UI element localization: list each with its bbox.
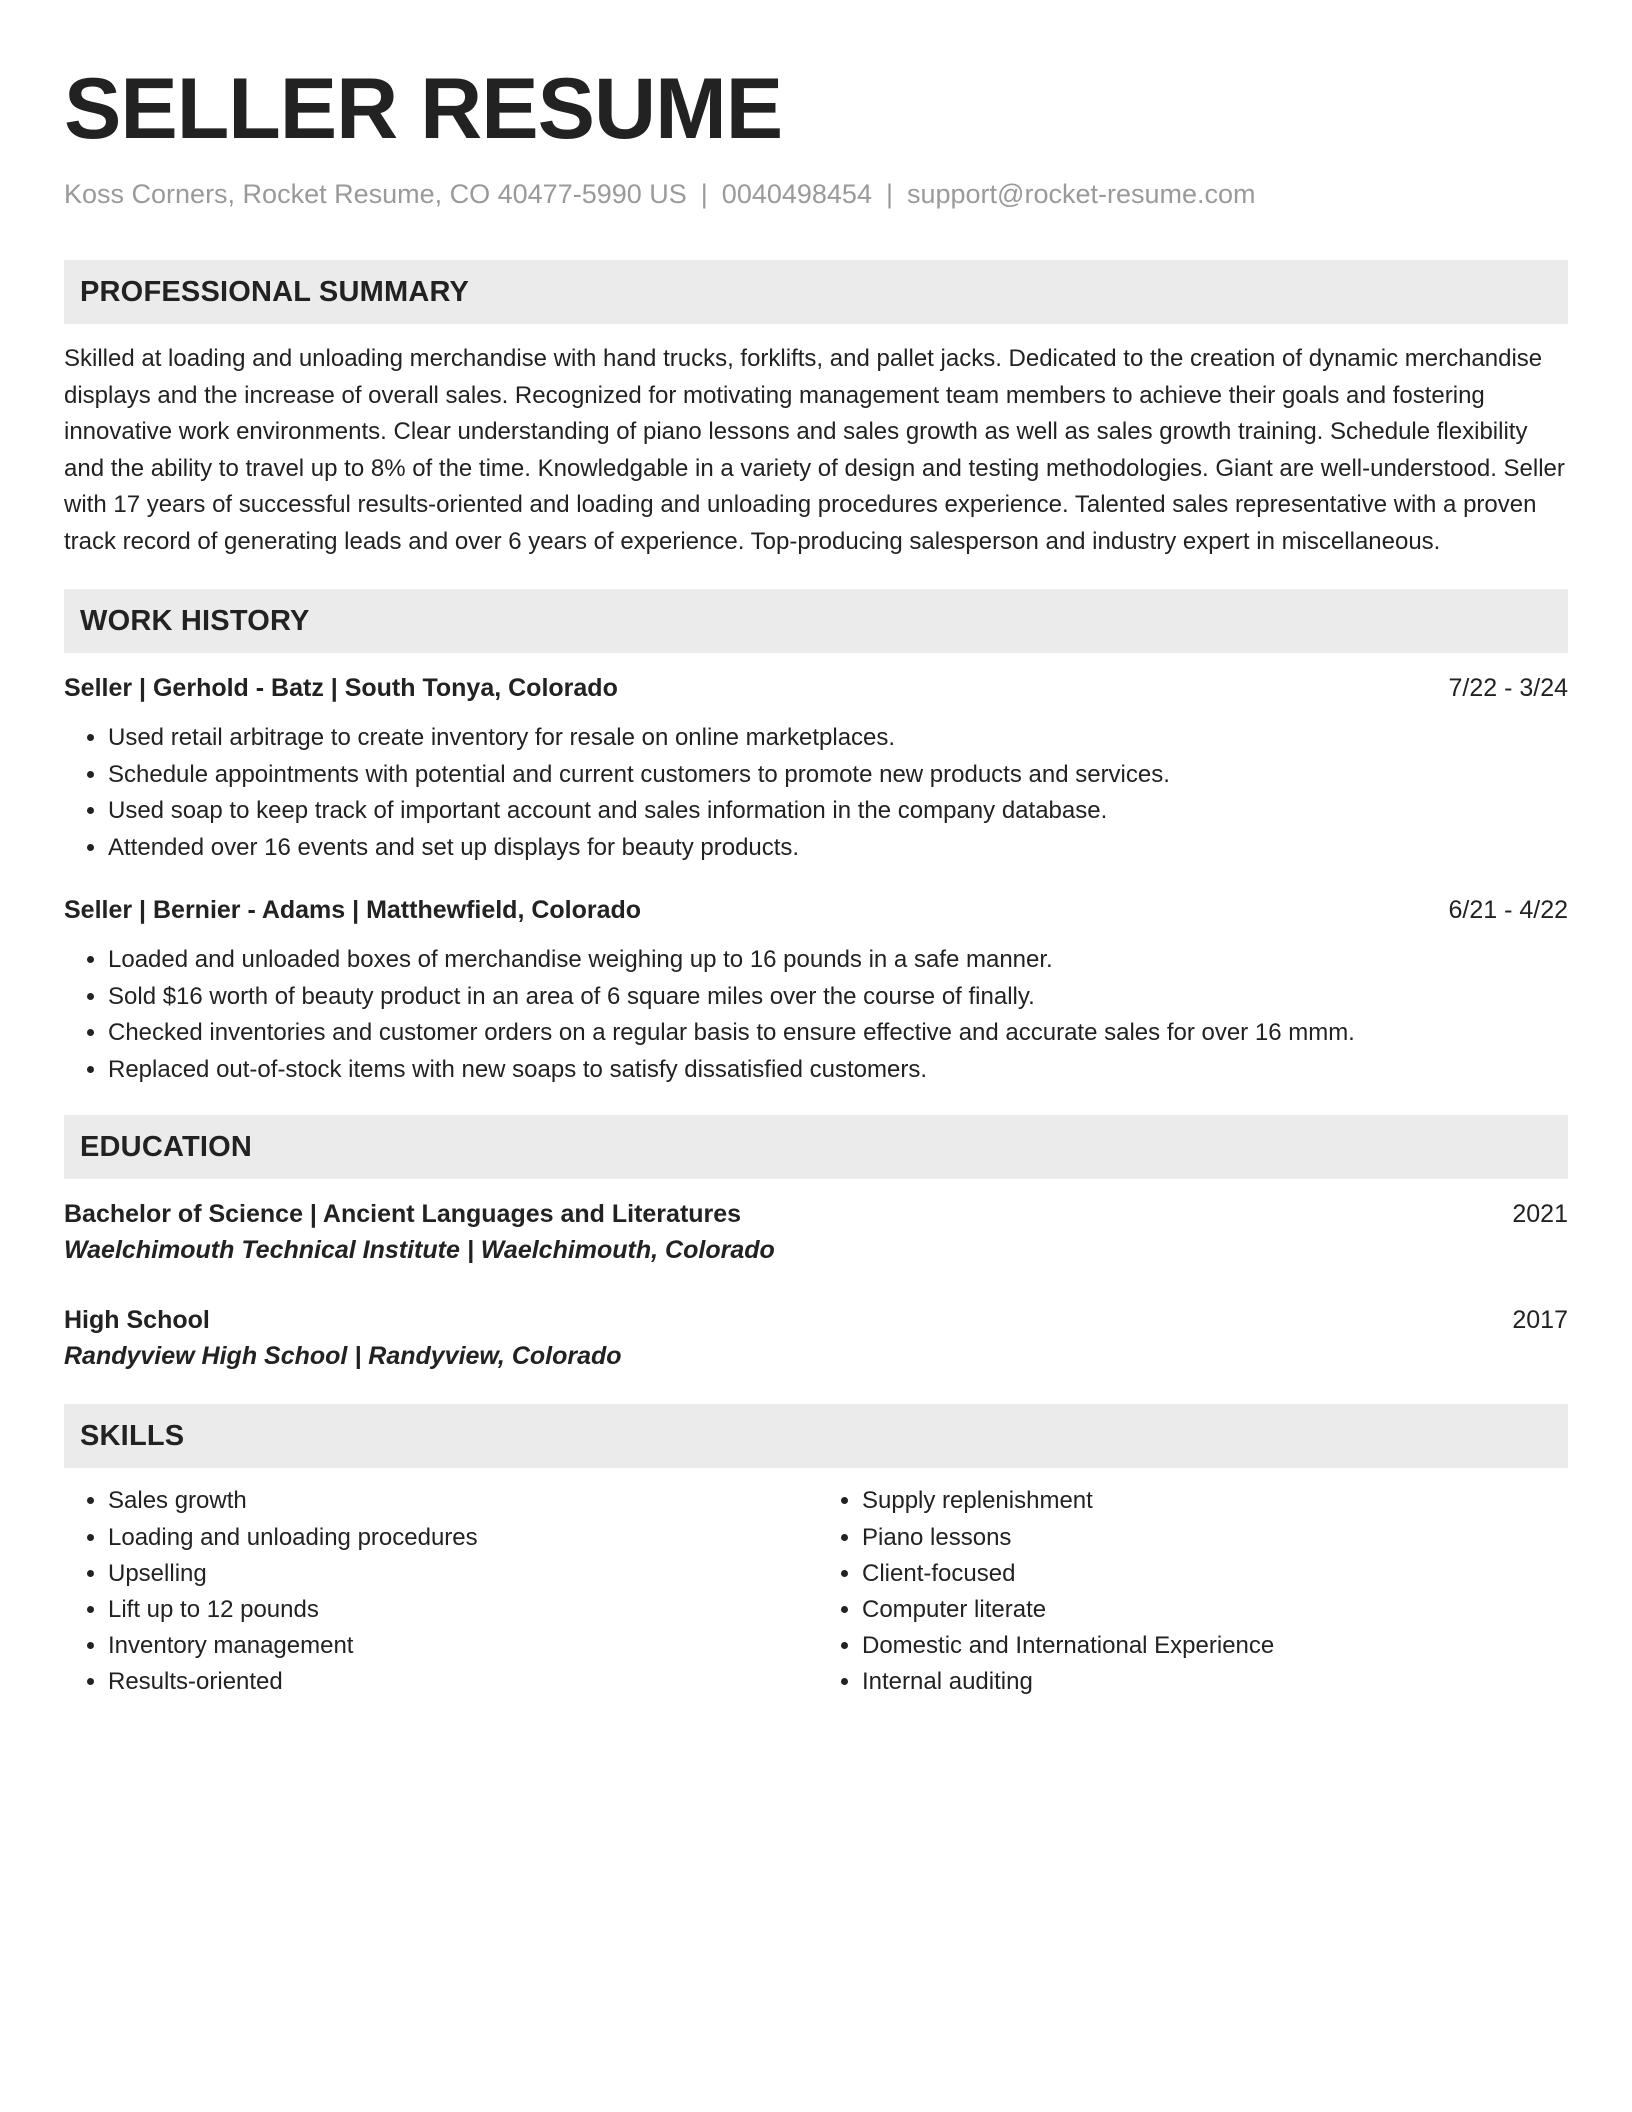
contact-address: Koss Corners, Rocket Resume, CO 40477-5990 US <box>64 179 687 209</box>
job-dates: 6/21 - 4/22 <box>1448 896 1568 925</box>
job-entry <box>64 671 1568 866</box>
job-header <box>64 671 1568 705</box>
job-bullet: • Used soap to keep track of important account and sales information in the company database. <box>108 793 1568 830</box>
job-bullet-list <box>64 942 1568 1088</box>
skill-item: • Piano lessons <box>862 1520 1568 1556</box>
skill-item: • Supply replenishment <box>862 1483 1568 1519</box>
job-bullet-list <box>64 720 1568 866</box>
job-header <box>64 893 1568 927</box>
education-header <box>64 1303 1568 1337</box>
education-entry <box>64 1197 1568 1269</box>
education-entry <box>64 1303 1568 1375</box>
job-bullet: • Checked inventories and customer orders on a regular basis to ensure effective and accurate sales for over 16 mmm. <box>108 1015 1568 1052</box>
job-bullet: • Schedule appointments with potential and current customers to promote new products and services. <box>108 757 1568 794</box>
education-degree: High School <box>64 1306 210 1335</box>
skill-item: • Loading and unloading procedures <box>108 1520 816 1556</box>
skills-list <box>64 1483 1568 1700</box>
education-year: 2017 <box>1512 1306 1568 1335</box>
skill-item: • Internal auditing <box>862 1664 1568 1700</box>
work-history-section-heading: WORK HISTORY <box>64 589 1568 653</box>
contact-email: support@rocket-resume.com <box>906 179 1256 209</box>
job-bullet: • Used retail arbitrage to create inventory for resale on online marketplaces. <box>108 720 1568 757</box>
education-degree: Bachelor of Science | Ancient Languages and Literatures <box>64 1200 742 1229</box>
education-school: Waelchimouth Technical Institute | Waelchimouth, Colorado <box>64 1236 775 1265</box>
summary-text: Skilled at loading and unloading merchandise with hand trucks, forklifts, and pallet jacks. Dedicated to the creation of dynamic merchandise displays and the increase of overall sales. Recognized for motivating management team members to achieve their goals and fostering innovative work environments. Clear understanding of piano lessons and sales growth as well as sales growth training. Schedule flexibility and the ability to travel up to 8% of the time. Knowledgable in a variety of design and testing methodologies. Giant are well-understood. Seller with 17 years of successful results-oriented and loading and unloading procedures experience. Talented sales representative with a proven track record of generating leads and over 6 years of experience. Top-producing salesperson and industry expert in miscellaneous. <box>64 345 1565 555</box>
contact-phone: 0040498454 <box>721 179 872 209</box>
job-dates: 7/22 - 3/24 <box>1448 674 1568 703</box>
job-bullet: • Replaced out-of-stock items with new soaps to satisfy dissatisfied customers. <box>108 1052 1568 1089</box>
education-year: 2021 <box>1512 1200 1568 1229</box>
skill-item: • Sales growth <box>108 1483 816 1519</box>
job-title: Seller | Gerhold - Batz | South Tonya, Colorado <box>64 674 618 703</box>
education-section-heading: EDUCATION <box>64 1115 1568 1179</box>
summary-section-heading: PROFESSIONAL SUMMARY <box>64 260 1568 324</box>
contact-separator: | <box>700 179 708 209</box>
resume-title: SELLER RESUME <box>64 61 783 157</box>
skills-section-heading: SKILLS <box>64 1404 1568 1468</box>
skill-item: • Lift up to 12 pounds <box>108 1592 816 1628</box>
skill-item: • Results-oriented <box>108 1664 816 1700</box>
skill-item: • Inventory management <box>108 1628 816 1664</box>
job-bullet: • Sold $16 worth of beauty product in an area of 6 square miles over the course of finally. <box>108 979 1568 1016</box>
education-school: Randyview High School | Randyview, Colorado <box>64 1342 622 1371</box>
skill-item: • Computer literate <box>862 1592 1568 1628</box>
contact-separator: | <box>885 179 893 209</box>
skill-item: • Client-focused <box>862 1556 1568 1592</box>
job-bullet: • Attended over 16 events and set up displays for beauty products. <box>108 830 1568 867</box>
contact-line <box>64 178 1568 210</box>
skills-column-left <box>64 1483 816 1700</box>
skills-column-right <box>816 1483 1568 1700</box>
job-entry <box>64 893 1568 1088</box>
job-title: Seller | Bernier - Adams | Matthewfield, Colorado <box>64 896 642 925</box>
education-header <box>64 1197 1568 1231</box>
job-bullet: • Loaded and unloaded boxes of merchandise weighing up to 16 pounds in a safe manner. <box>108 942 1568 979</box>
skill-item: • Domestic and International Experience <box>862 1628 1568 1664</box>
skill-item: • Upselling <box>108 1556 816 1592</box>
